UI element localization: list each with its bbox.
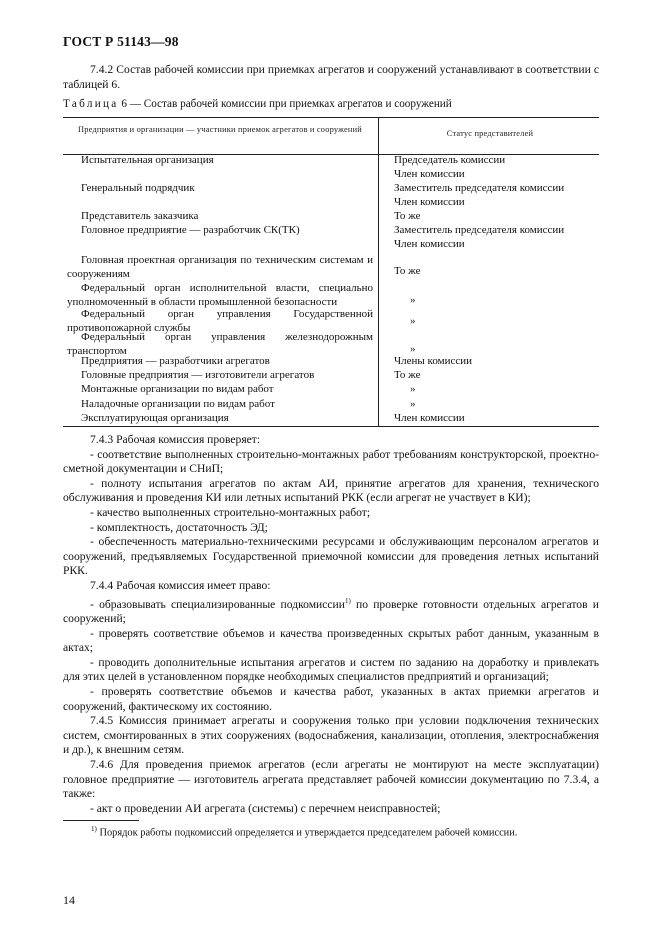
- intro-paragraph: 7.4.2 Состав рабочей комиссии при приемках агрегатов и сооружений устанавливают в соответствии с таблицей 6.: [63, 63, 599, 91]
- list-item: - качество выполненных строительно-монтажных работ;: [90, 505, 371, 519]
- table-cell-org: Головная проектная организация по техническим системам и сооружениям: [67, 254, 373, 280]
- column-header-organizations: Предприятия и организации — участники приемок агрегатов и сооружений: [78, 125, 362, 134]
- table-cell-status: Заместитель председателя комиссии: [394, 182, 565, 194]
- section-7-4-6: 7.4.6 Для проведения приемок агрегатов (если агрегаты не монтируют на месте эксплуатации) головное предприятие — изготовитель агрегата представляет рабочей комиссии документацию по 7.3.4, а также:: [63, 757, 599, 801]
- list-item: - проверять соответствие объемов и качества произведенных скрытых работ данным, указанным в актах;: [63, 626, 599, 655]
- page-number: 14: [63, 893, 75, 907]
- table-caption: [63, 98, 452, 110]
- section-7-4-5: 7.4.5 Комиссия принимает агрегаты и сооружения только при условии подключения технических систем, смонтированных в этих сооружениях (водоснабжения, канализации, отопления, электроснабжения и др.), к внешним сетям.: [63, 714, 599, 757]
- table-cell-status: Заместитель председателя комиссии: [394, 224, 565, 236]
- table-cell-org: Федеральный орган управления железнодорожным транспортом: [67, 331, 373, 357]
- document-header: ГОСТ Р 51143—98: [63, 34, 179, 49]
- column-header-status: Статус представителей: [446, 129, 534, 138]
- body-text: [63, 433, 599, 816]
- list-item: - образовывать специализированные подкомиссии$^{1)}$ по проверке готовности отдельных агрегатов и сооружений;: [63, 596, 599, 625]
- table-cell-status: »: [410, 315, 416, 327]
- table-cell-org: Федеральный орган управления Государственной противопожарной службы: [67, 308, 373, 334]
- table-cell-org: Предприятия — разработчики агрегатов: [81, 355, 270, 367]
- table-cell-status: Член комиссии: [394, 238, 465, 250]
- list-item: - проверять соответствие объемов и качества работ, указанных в актах приемки агрегатов и сооружений, фактическому их состоянию.: [63, 684, 599, 713]
- table-caption-text: 6 — Состав рабочей комиссии при приемках агрегатов и сооружений: [121, 98, 452, 110]
- table-cell-status: То же: [394, 210, 421, 222]
- list-item: - обеспеченность материально-техническими ресурсами и обслуживающим персоналом агрегатов и сооружений, предъявляемых Государственной приемочной комиссии для проведения летных испытаний РКК.: [63, 535, 599, 578]
- table-cell-org: Федеральный орган исполнительной власти, специально уполномоченный в области промышленной безопасности: [67, 282, 373, 308]
- table-cell-status: То же: [394, 265, 421, 277]
- list-item: - проводить дополнительные испытания агрегатов и систем по заданию на доработку и привлекать для этих целей в установленном порядке необходимых специалистов предприятий и организаций;: [63, 655, 599, 684]
- table-cell-org: Представитель заказчика: [81, 210, 199, 222]
- table-cell-org: Испытательная организация: [81, 154, 214, 166]
- table-cell-status: Председатель комиссии: [394, 154, 506, 166]
- table-cell-status: То же: [394, 369, 421, 381]
- table-cell-org: Наладочные организации по видам работ: [81, 398, 275, 410]
- table-cell-org: Генеральный подрядчик: [81, 182, 195, 194]
- composition-table: [63, 117, 599, 427]
- table-cell-org: Монтажные организации по видам работ: [81, 383, 274, 395]
- footnote-text: Порядок работы подкомиссий определяется и утверждается председателем рабочей комиссии.: [96, 827, 518, 839]
- table-cell-org: Эксплуатирующая организация: [81, 412, 229, 424]
- table-cell-status: Член комиссии: [394, 412, 465, 424]
- section-7-4-3: 7.4.3 Рабочая комиссия проверяет:: [90, 433, 261, 446]
- table-cell-status: »: [410, 343, 416, 355]
- footnote-mark: 1): [91, 825, 97, 833]
- list-item: - полноту испытания агрегатов по актам АИ, принятие агрегатов для хранения, технического обслуживания и проведения КИ или летных испытаний РКК (если агрегат не участвует в КИ);: [63, 476, 599, 505]
- list-item: - комплектность, достаточность ЭД;: [90, 520, 268, 534]
- section-7-4-4: 7.4.4 Рабочая комиссия имеет право:: [90, 578, 271, 592]
- footnote: [63, 825, 599, 838]
- list-item: - акт о проведении АИ агрегата (системы) с перечнем неисправностей;: [90, 801, 441, 815]
- table-cell-status: »: [410, 383, 416, 395]
- table-cell-status: Член комиссии: [394, 196, 465, 208]
- table-cell-status: Члены комиссии: [394, 355, 473, 367]
- table-cell-status: »: [410, 294, 416, 306]
- table-cell-status: Член комиссии: [394, 168, 465, 180]
- table-cell-org: Головное предприятие — разработчик СК(ТК): [81, 224, 300, 236]
- footnote-ref: 1): [344, 596, 351, 605]
- table-cell-org: Головные предприятия — изготовители агрегатов: [81, 369, 315, 381]
- table-cell-status: »: [410, 398, 416, 410]
- list-item: - соответствие выполненных строительно-монтажных работ требованиям конструкторской, проектно-сметной документации и СНиП;: [63, 447, 599, 476]
- table-caption-label: Таблица: [63, 98, 119, 110]
- column-divider: [378, 118, 379, 426]
- footnote-rule: [63, 820, 139, 821]
